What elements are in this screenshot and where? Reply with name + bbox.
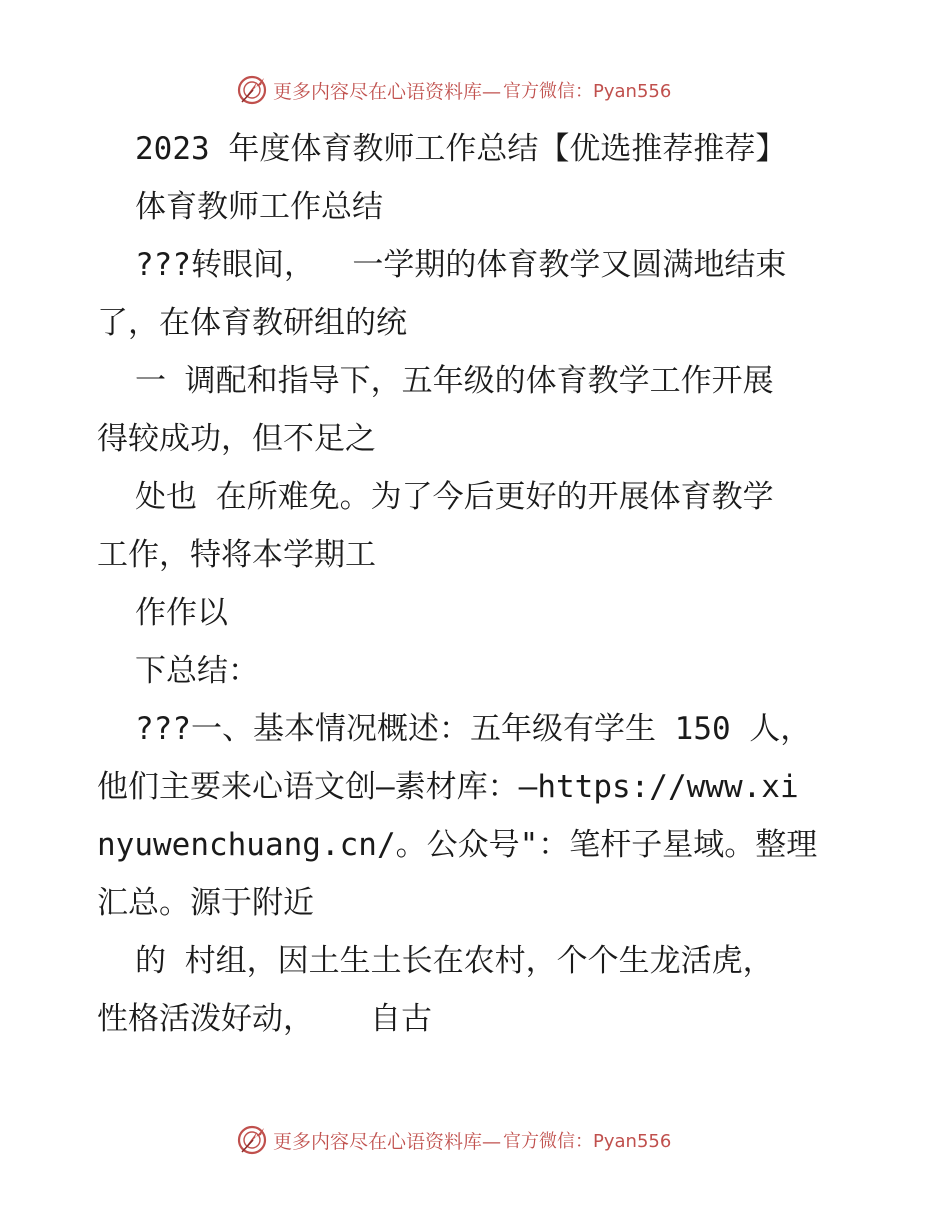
text-line: nyuwenchuang.cn/。公众号"：笔杆子星域。整理 <box>97 827 818 863</box>
header-watermark <box>235 72 671 108</box>
text-line: 他们主要来心语文创—素材库：—https://www.xi <box>97 769 799 805</box>
text-line: 2023 年度体育教师工作总结【优选推荐推荐】 <box>135 131 787 167</box>
text-line: 得较成功，但不足之 <box>97 421 376 457</box>
text-line: 下总结： <box>135 653 259 689</box>
footer-watermark <box>235 1122 671 1158</box>
footer-watermark-text: 更多内容尽在心语资料库— <box>273 1130 502 1153</box>
text-line: 的 村组，因土生土长在农村，个个生龙活虎， <box>135 943 774 979</box>
text-line: 了，在体育教研组的统 <box>97 305 407 341</box>
text-line: 性格活泼好动， 自古 <box>97 1001 432 1037</box>
quill-logo-icon <box>235 1123 269 1157</box>
header-watermark-text: 更多内容尽在心语资料库— <box>273 80 502 103</box>
footer-watermark-wechat: 官方微信：Pyan556 <box>503 1131 672 1152</box>
quill-logo-icon <box>235 73 269 107</box>
text-line: 处也 在所难免。为了今后更好的开展体育教学 <box>135 479 774 515</box>
text-line: 汇总。源于附近 <box>97 885 314 921</box>
text-line: 体育教师工作总结 <box>135 189 383 225</box>
text-line: ???一、基本情况概述：五年级有学生 150 人， <box>135 711 812 747</box>
document-body <box>97 120 857 1048</box>
text-line: ???转眼间， 一学期的体育教学又圆满地结束 <box>135 247 787 283</box>
header-watermark-wechat: 官方微信：Pyan556 <box>503 81 672 102</box>
text-line: 作作以 <box>135 595 228 631</box>
text-line: 一 调配和指导下，五年级的体育教学工作开展 <box>135 363 774 399</box>
text-line: 工作，特将本学期工 <box>97 537 376 573</box>
